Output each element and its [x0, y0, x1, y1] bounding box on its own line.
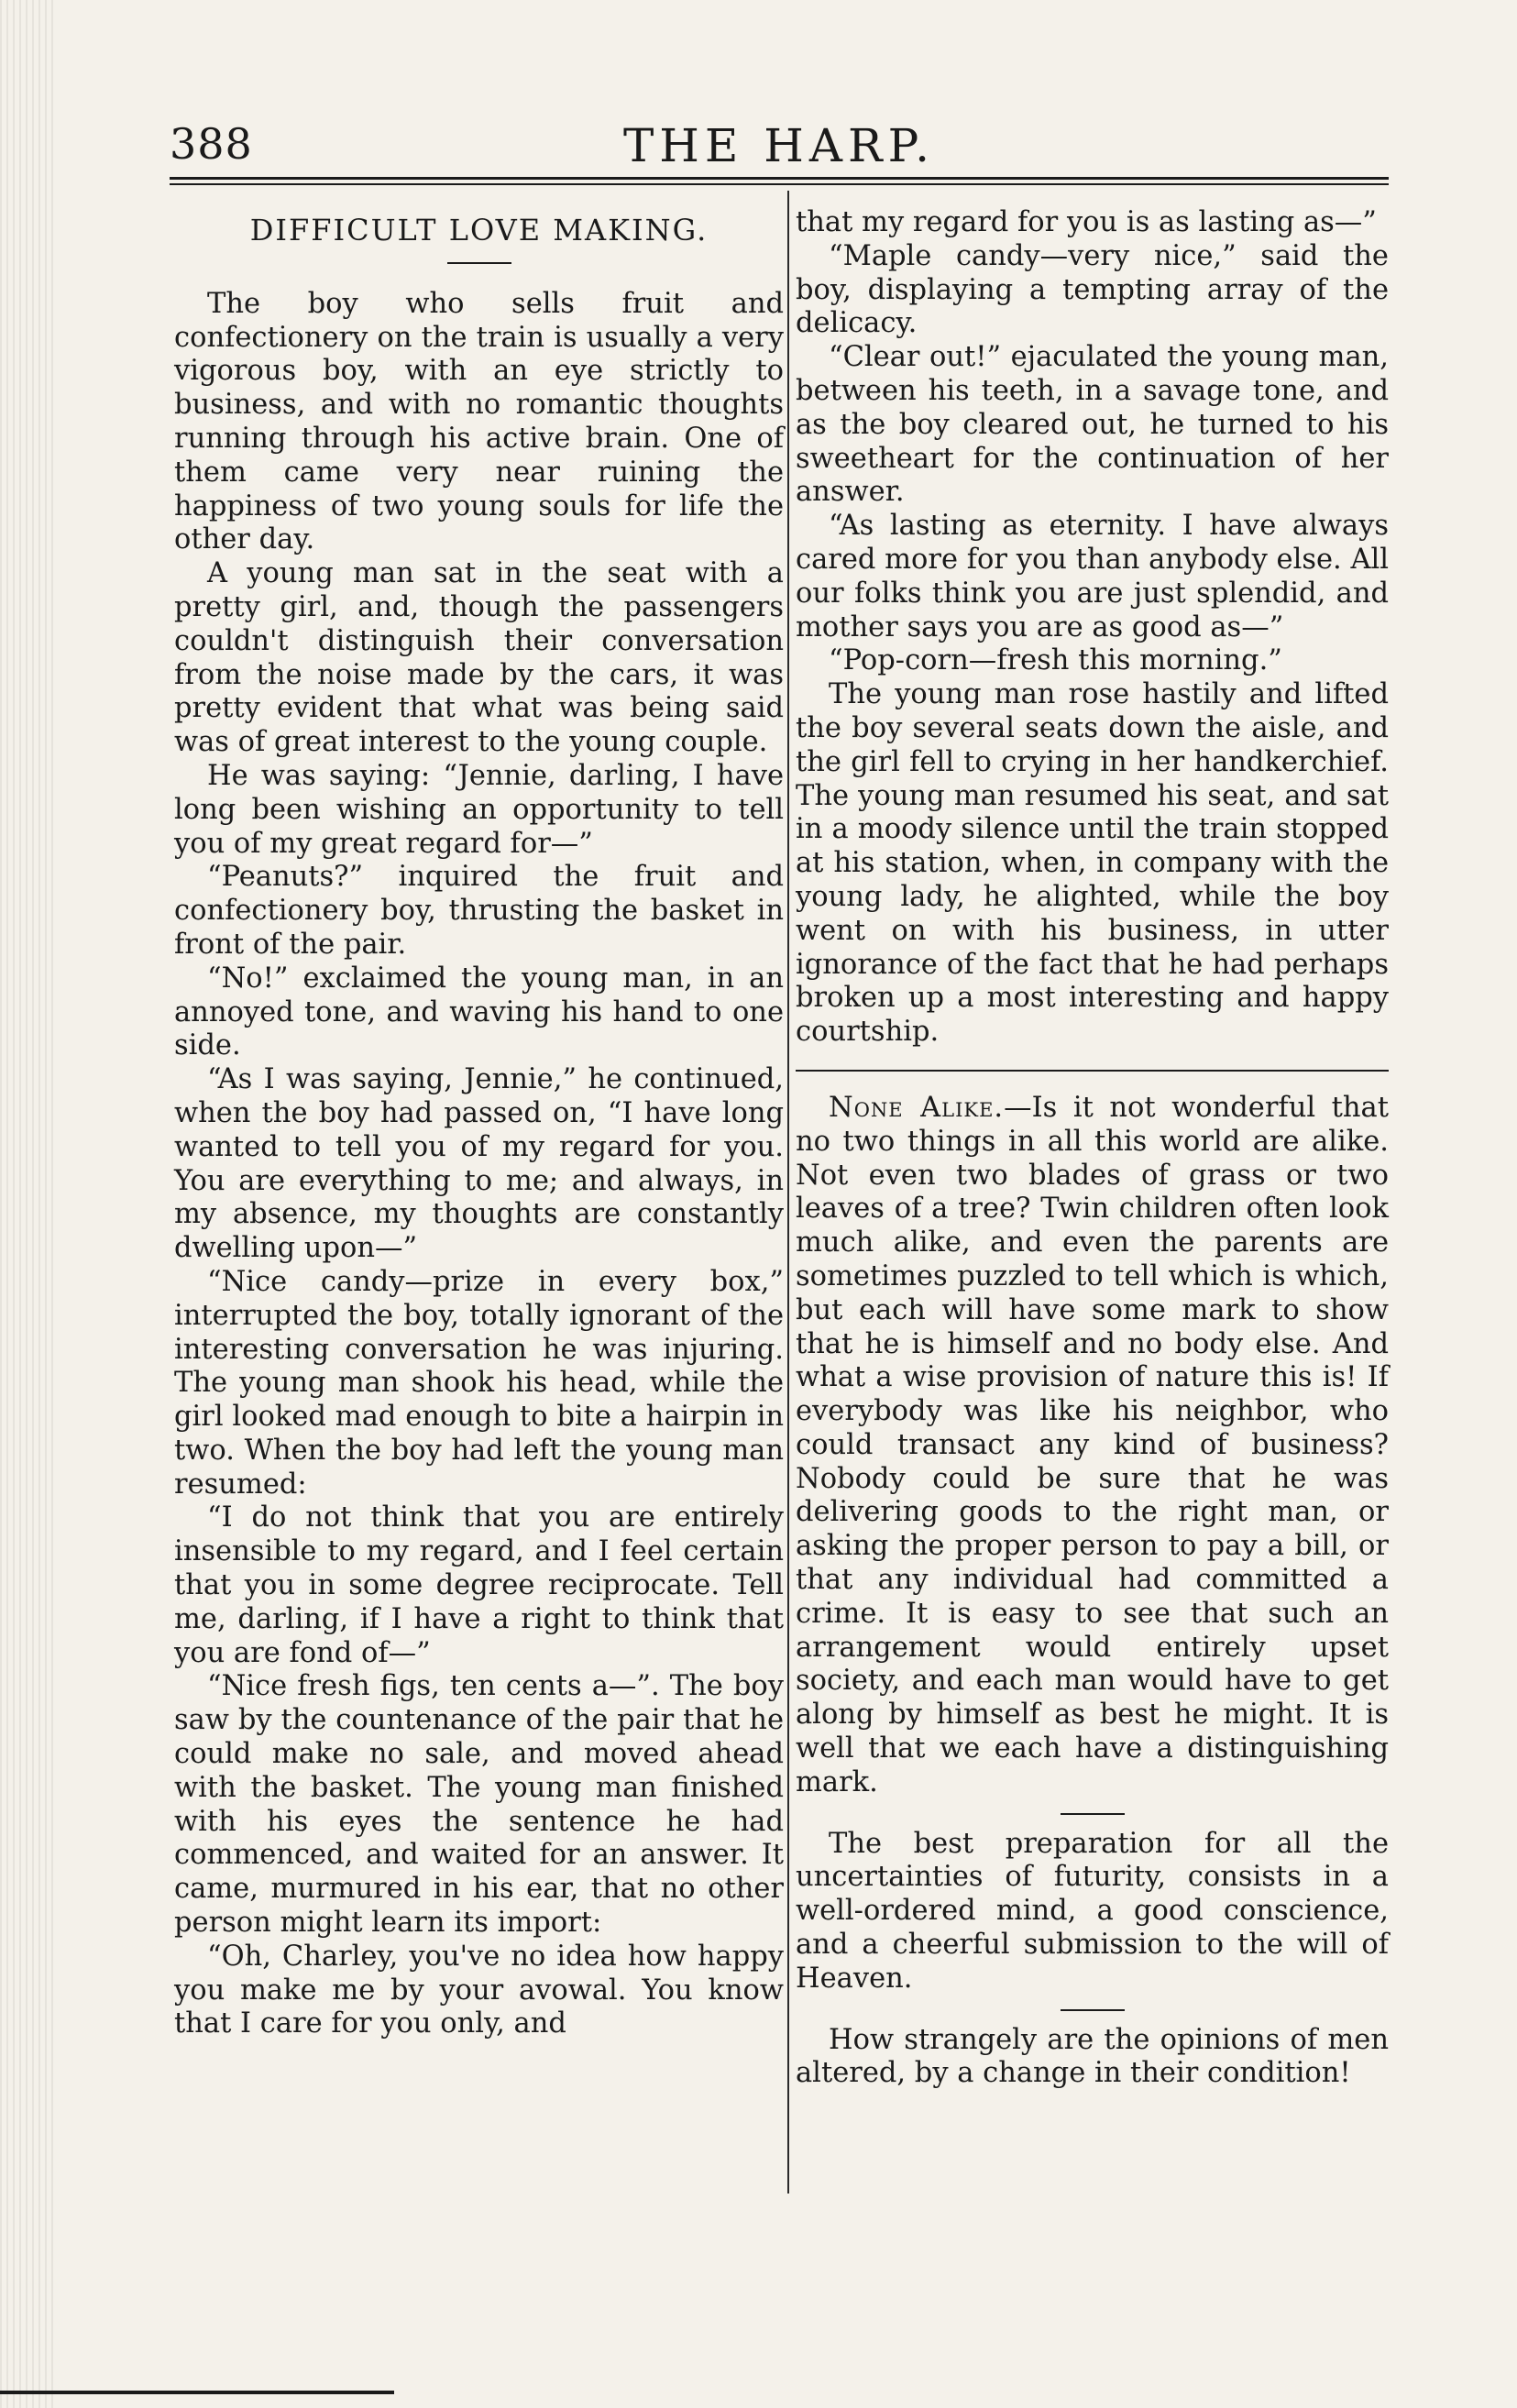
- article-continuation: that my regard for you is as lasting as—”: [796, 206, 1377, 238]
- page-edge-grain: [0, 0, 55, 2408]
- running-head: [170, 119, 1389, 183]
- article-paragraph: “Pop-corn—fresh this morning.”: [829, 644, 1282, 677]
- separator-rule: [1061, 1813, 1125, 1815]
- magazine-title: THE HARP.: [622, 119, 936, 172]
- article-paragraph: “Clear out!” ejaculated the young man, between his teeth, in a savage tone, and as the boy cleared out, he turned to his sweetheart for the continuation of her answer.: [796, 341, 1389, 509]
- article-paragraph: “As lasting as eternity. I have always cared more for you than anybody else. All our folks think you are just splendid, and mother says you are as good as—”: [796, 510, 1389, 643]
- title-rule: [447, 262, 511, 264]
- article-paragraph: A young man sat in the seat with a pretty girl, and, though the passengers couldn't distinguish their conversation from the noise made by the cars, it was pretty evident that what was being said was of great interest to the young couple.: [174, 557, 784, 759]
- header-rule-bottom: [170, 183, 1389, 185]
- right-column: [796, 206, 1389, 2091]
- article-paragraph: “As I was saying, Jennie,” he continued, when the boy had passed on, “I have long wanted to tell you of my regard for you. You are everything to me; and always, in my absence, my thoughts are constantly dwelling upon—”: [174, 1063, 784, 1265]
- article-paragraph: “Nice fresh figs, ten cents a—”. The boy saw by the countenance of the pair that he could make no sale, and moved ahead with the basket. The young man finished with his eyes the sentence he had commenced, and waited for an answer. It came, murmured in his ear, that no other person might learn its import:: [174, 1670, 784, 1940]
- column-divider: [787, 191, 789, 2194]
- article-paragraph: “No!” exclaimed the young man, in an annoyed tone, and waving his hand to one side.: [174, 962, 784, 1062]
- separator-rule: [1061, 2009, 1125, 2011]
- article-paragraph: “I do not think that you are entirely insensible to my regard, and I feel certain that you in some degree reciprocate. Tell me, darling, if I have a right to think that you are fond of—”: [174, 1501, 784, 1669]
- none-alike-text: —Is it not wonderful that no two things in all this world are alike. Not even two blades of grass or two leaves of a tree? Twin children often look much alike, and even the parents are sometimes puzzled to tell which is which, but each will have some mark to show that he is himself and no body else. And what a wise provision of nature this is! If everybody was like his neighbor, who could transact any kind of business? Nobody could be sure that he was delivering goods to the right man, or asking the proper person to pay a bill, or that any individual had committed a crime. It is easy to see that such an arrangement would entirely upset society, and each man would have to get along by himself as best he might. It is well that we each have a distinguishing mark.: [796, 1091, 1389, 1798]
- header-rule-top: [170, 177, 1389, 180]
- page-number: 388: [170, 119, 253, 169]
- left-column: [174, 206, 784, 2041]
- maxim-opinions: How strangely are the opinions of men altered, by a change in their condition!: [796, 2023, 1389, 2090]
- article-paragraph: “Peanuts?” inquired the fruit and confectionery boy, thrusting the basket in front of the pair.: [174, 861, 784, 961]
- bottom-edge-rule: [0, 2391, 394, 2394]
- maxim-futurity: The best preparation for all the uncertainties of futurity, consists in a well-ordered mind, a good conscience, and a cheerful submission to the will of Heaven.: [796, 1827, 1389, 1995]
- article-title: DIFFICULT LOVE MAKING.: [249, 213, 709, 247]
- none-alike-paragraph: [796, 1092, 1389, 1800]
- article-paragraph: The young man rose hastily and lifted the boy several seats down the aisle, and the girl fell to crying in her handkerchief. The young man resumed his seat, and sat in a moody silence until the train stopped at his station, when, in company with the young lady, he alighted, while the boy went on with his business, in utter ignorance of the fact that he had perhaps broken up a most interesting and happy courtship.: [796, 678, 1389, 1049]
- article-paragraph: He was saying: “Jennie, darling, I have long been wishing an opportunity to tell you of my great regard for—”: [174, 759, 784, 860]
- none-alike-heading: None Alike.: [829, 1091, 1005, 1124]
- article-paragraph: “Oh, Charley, you've no idea how happy you make me by your avowal. You know that I care for you only, and: [174, 1940, 784, 2040]
- article-paragraph: The boy who sells fruit and confectionery on the train is usually a very vigorous boy, with an eye strictly to business, and with no romantic thoughts running through his active brain. One of them came very near ruining the happiness of two young souls for life the other day.: [174, 287, 784, 556]
- article-paragraph: “Nice candy—prize in every box,” interrupted the boy, totally ignorant of the interesting conversation he was injuring. The young man shook his head, while the girl looked mad enough to bite a hairpin in two. When the boy had left the young man resumed:: [174, 1265, 784, 1501]
- section-rule: [796, 1070, 1389, 1072]
- article-paragraph: “Maple candy—very nice,” said the boy, displaying a tempting array of the delicacy.: [796, 239, 1389, 340]
